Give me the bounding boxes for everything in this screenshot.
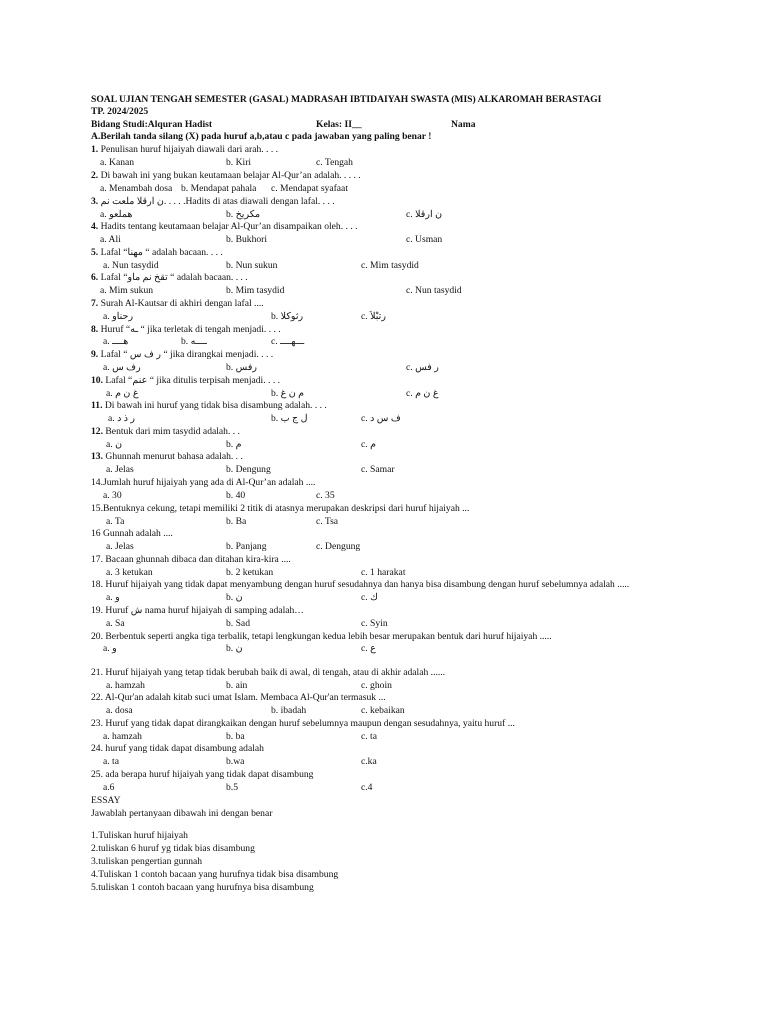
answer-option-c[interactable]: c. Mim tasydid [361,260,419,271]
question-text: Huruf yang tidak dapat dirangkaikan dengan huruf sebelumnya maupun dengan sesudahnya, yaitu huruf ... [105,718,515,729]
answer-option-c[interactable]: c. م [361,439,377,450]
answer-option-b[interactable]: b.wa [226,756,245,767]
question-text: Huruf “ـه “ jika terletak di tengah menjadi. . . . [100,324,281,335]
answer-option-c[interactable]: c. Syin [361,618,388,629]
question-23 [91,718,515,730]
question-16 [91,528,173,540]
question-number: 22. [91,692,103,703]
question-22 [91,692,386,704]
answer-option-b[interactable]: b. ba [226,731,245,742]
question-text: Berbentuk seperti angka tiga terbalik, tetapi lengkungan kedua lebih besar merupakan bentuk dari huruf hijaiyah ..... [105,631,552,642]
answer-option-a[interactable]: a. ر ذ د [108,413,136,424]
question-number: 13. [91,451,103,462]
answer-option-b[interactable]: b. رثوكلا [271,311,304,322]
question-number: 23. [91,718,103,729]
answer-option-a[interactable]: a. hamzah [103,731,142,742]
answer-option-c[interactable]: c. 35 [316,490,335,501]
question-6 [91,272,248,284]
answer-option-a[interactable]: a. 3 ketukan [106,567,153,578]
question-number: 19. [91,605,103,616]
question-number: 7. [91,298,99,309]
question-number: 20. [91,631,103,642]
answer-option-b[interactable]: b. مكريخ [226,209,261,220]
answer-option-a[interactable]: a. هــــ [103,336,129,347]
question-19 [91,605,304,617]
answer-option-a[interactable]: a. Ali [100,234,121,245]
answer-option-b[interactable]: b.5 [226,782,238,793]
question-3: 3. ن ارقلا ملعت نم. . . . .Hadits di atas diawali dengan lafal. . . . [91,196,335,207]
answer-option-a[interactable]: a. Menambah dosa [100,183,173,194]
answer-option-a[interactable]: a. dosa [106,705,133,716]
question-number: 3. [91,196,99,207]
answer-option-c[interactable]: c. Usman [406,234,443,245]
question-number: 14. [91,477,103,488]
question-number: 10. [91,375,103,386]
answer-option-a[interactable]: a. Jelas [106,464,134,475]
answer-option-a[interactable]: a. رحناو [103,311,134,322]
answer-option-a[interactable]: a. Jelas [106,541,134,552]
essay-item-1: 1.Tuliskan huruf hijaiyah [91,830,188,841]
question-14 [91,477,315,489]
question-24 [91,743,264,755]
question-number: 17. [91,554,103,565]
question-number: 5. [91,247,99,258]
answer-option-b[interactable]: b. م [226,439,242,450]
answer-option-b[interactable]: b. Mim tasydid [226,285,285,296]
question-4 [91,221,358,233]
essay-instruction: Jawablah pertanyaan dibawah ini dengan benar [91,808,273,819]
question-number: 8. [91,324,99,335]
answer-option-a[interactable]: a. غ ن م [106,388,139,399]
answer-option-b[interactable]: b. ain [226,680,248,691]
answer-option-b[interactable]: b. رفس [226,362,258,373]
question-25 [91,769,313,781]
essay-item-5: 5.tuliskan 1 contoh bacaan yang hurufnya bisa disambung [91,882,314,893]
question-15 [91,503,469,515]
essay-item-3: 3.tuliskan pengertian gunnah [91,856,203,867]
answer-option-a[interactable]: a. Sa [106,618,125,629]
exam-title: SOAL UJIAN TENGAH SEMESTER (GASAL) MADRASAH IBTIDAIYAH SWASTA (MIS) ALKAROMAH BERASTAGI [91,94,602,105]
answer-option-b[interactable]: b. ل ج ب [271,413,308,424]
answer-option-b[interactable]: b. 40 [226,490,246,501]
answer-option-c[interactable]: c. Dengung [316,541,361,552]
answer-option-c[interactable]: c. رتبْلاَ [361,311,386,322]
answer-option-c[interactable]: c. Nun tasydid [406,285,462,296]
answer-option-a[interactable]: a. رف س [103,362,141,373]
question-text: Di bawah ini huruf yang tidak bisa disambung adalah. . . . [104,400,327,411]
question-8 [91,324,281,336]
question-text: Lafal “تقخ نم ماو “ adalah bacaan. . . . [100,272,248,283]
question-18 [91,579,629,591]
answer-option-a[interactable]: a. هملعو [100,209,133,220]
question-17 [91,554,291,566]
section-a-instruction: A.Berilah tanda silang (X) pada huruf a,b,atau c pada jawaban yang paling benar ! [91,131,432,142]
question-text: Di bawah ini yang bukan keutamaan belajar Al-Qur’an adalah. . . . . [100,170,361,181]
question-number: 6. [91,272,99,283]
answer-option-a[interactable]: a. Nun tasydid [103,260,159,271]
answer-option-c[interactable]: c. ر فس [406,362,439,373]
answer-option-a[interactable]: a. Mim sukun [100,285,154,296]
answer-option-c[interactable]: c. Tsa [316,516,339,527]
answer-option-c[interactable]: c. غ ن م [406,388,439,399]
question-21 [91,667,445,679]
question-number: 9. [91,349,99,360]
answer-option-a[interactable]: a. و [103,643,117,654]
question-5 [91,247,223,259]
question-text: Lafal “ ر ف س “ jika dirangkai menjadi. . . . [100,349,274,360]
question-text: Huruf hijaiyah yang tetap tidak berubah baik di awal, di tengah, atau di akhir adalah ...... [105,667,446,678]
answer-option-c[interactable]: c. ن ارقلا [406,209,443,220]
question-number: 25. [91,769,103,780]
question-arabic: ن ارقلا ملعت نم [100,196,164,207]
answer-option-b[interactable]: b. Bukhori [226,234,268,245]
question-text: Lafal “عنم “ jika ditulis terpisah menjadi. . . . [105,375,281,386]
answer-option-a[interactable]: a. ن [106,439,123,450]
question-text: Hadits tentang keutamaan belajar Al-Qur’an disampaikan oleh. . . . [100,221,358,232]
answer-option-a[interactable]: a. Kanan [100,157,135,168]
answer-option-c[interactable]: c. ghoin [361,680,392,691]
question-1 [91,144,278,156]
answer-option-c[interactable]: c.4 [361,782,373,793]
question-11 [91,400,327,412]
question-12 [91,426,240,438]
answer-option-c[interactable]: c. 1 harakat [361,567,406,578]
answer-option-c[interactable]: c. Tengah [316,157,353,168]
school-year: TP. 2024/2025 [91,106,149,117]
essay-item-2: 2.tuliskan 6 huruf yg tidak bias disambung [91,843,255,854]
question-text: Huruf hijaiyah yang tidak dapat menyambung dengan huruf sesudahnya dan hanya bisa disambung dengan huruf sebelumnya adalah ..... [105,579,630,590]
question-text: ada berapa huruf hijaiyah yang tidak dapat disambung [105,769,314,780]
answer-option-b[interactable]: b. ن [226,592,243,603]
answer-option-b[interactable]: b. ــــه [181,336,207,347]
answer-option-b[interactable]: b. م ن غ [271,388,305,399]
question-text: Al-Qur'an adalah kitab suci umat Islam. Membaca Al-Qur'an termasuk ... [104,692,386,703]
answer-option-c[interactable]: c. ع [361,643,376,654]
name-label: Nama [451,119,476,130]
answer-option-c[interactable]: c. kebaikan [361,705,405,716]
question-13 [91,451,243,463]
answer-option-c[interactable]: c. Samar [361,464,395,475]
answer-option-a[interactable]: a.6 [103,782,115,793]
answer-option-b[interactable]: b. Sad [226,618,250,629]
answer-option-c[interactable]: c. ـــهــــ [271,336,305,347]
question-text: Bentuk dari mim tasydid adalah. . . [105,426,240,437]
question-number: 2. [91,170,99,181]
question-20 [91,631,552,643]
question-number: 24. [91,743,103,754]
answer-option-a[interactable]: a. 30 [103,490,122,501]
question-number: 16 [91,528,101,539]
answer-option-a[interactable]: a. hamzah [106,680,145,691]
answer-option-b[interactable]: b. Dengung [226,464,271,475]
question-7 [91,298,264,310]
answer-option-b[interactable]: b. Ba [226,516,247,527]
question-number: 4. [91,221,99,232]
question-number: 1. [91,144,99,155]
answer-option-a[interactable]: a. Ta [106,516,125,527]
class-label: Kelas: II__ [316,119,362,130]
answer-option-b[interactable]: b. Panjang [226,541,267,552]
question-text: Hadits di atas diawali dengan lafal. . . . [185,196,335,207]
subject-label: Bidang Studi:Alquran Hadist [91,119,213,130]
question-text: Bentuknya cekung, tetapi memiliki 2 titik di atasnya merupakan deskripsi dari huruf hijaiyah ... [103,503,470,514]
question-number: 18. [91,579,103,590]
question-number: 15. [91,503,103,514]
answer-option-c[interactable]: c. ta [361,731,377,742]
answer-option-b[interactable]: b. ibadah [271,705,307,716]
answer-option-a[interactable]: a. ta [103,756,119,767]
essay-item-4: 4.Tuliskan 1 contoh bacaan yang hurufnya tidak bisa disambung [91,869,339,880]
question-text: Lafal “مهنا “ adalah bacaan. . . . [100,247,223,258]
question-number: 11. [91,400,103,411]
question-text: huruf yang tidak dapat disambung adalah [105,743,264,754]
question-text: Bacaan ghunnah dibaca dan ditahan kira-kira .... [105,554,291,565]
answer-option-b[interactable]: b. 2 ketukan [226,567,274,578]
question-text: Surah Al-Kautsar di akhiri dengan lafal .... [100,298,264,309]
answer-option-c[interactable]: c. ف س د [361,413,401,424]
answer-option-c[interactable]: c. ك [361,592,378,603]
question-9 [91,349,273,361]
answer-option-b[interactable]: b. ن [226,643,243,654]
question-number: 21. [91,667,103,678]
question-text: Penulisan huruf hijaiyah diawali dari arah. . . . [100,144,279,155]
answer-option-c[interactable]: c.ka [361,756,377,767]
answer-option-b[interactable]: b. Nun sukun [226,260,278,271]
question-text: Ghunnah menurut bahasa adalah. . . [105,451,243,462]
answer-option-b[interactable]: b. Kiri [226,157,252,168]
answer-option-a[interactable]: a. و [106,592,120,603]
question-text: Jumlah huruf hijaiyah yang ada di Al-Qur’an adalah .... [103,477,316,488]
question-2 [91,170,361,182]
question-text: Huruf ش nama huruf hijaiyah di samping adalah… [105,605,304,616]
question-10 [91,375,280,387]
answer-option-b[interactable]: b. Mendapat pahala [181,183,257,194]
question-text: Gunnah adalah .... [103,528,173,539]
question-number: 12. [91,426,103,437]
essay-heading: ESSAY [91,795,121,806]
answer-option-c[interactable]: c. Mendapat syafaat [271,183,348,194]
